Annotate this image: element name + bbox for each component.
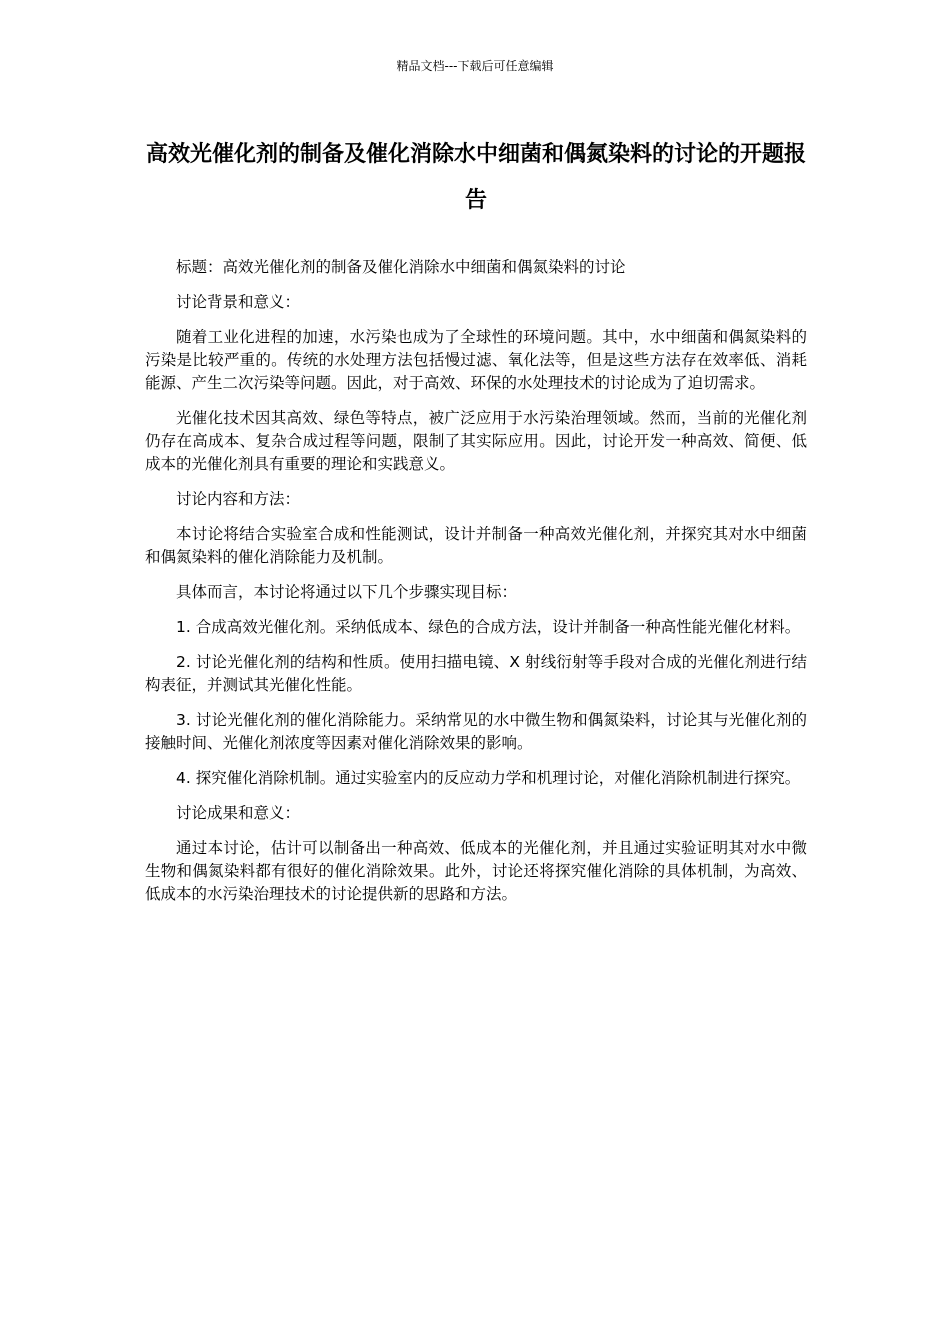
paragraph: 具体而言，本讨论将通过以下几个步骤实现目标：	[176, 583, 518, 601]
paragraph: 随着工业化进程的加速，水污染也成为了全球性的环境问题。其中，水中细菌和偶氮染料的污染是比较严重的。传统的水处理方法包括慢过滤、氧化法等，但是这些方法存在效率低、消耗能源、产生二次污染等问题。因此，对于高效、环保的水处理技术的讨论成为了迫切需求。	[145, 328, 807, 392]
paragraph: 通过本讨论，估计可以制备出一种高效、低成本的光催化剂，并且通过实验证明其对水中微生物和偶氮染料都有很好的催化消除效果。此外，讨论还将探究催化消除的具体机制，为高效、低成本的水污染治理技术的讨论提供新的思路和方法。	[145, 839, 807, 903]
section-heading-background: 讨论背景和意义：	[176, 293, 301, 311]
title-line: 标题：高效光催化剂的制备及催化消除水中细菌和偶氮染料的讨论	[176, 258, 626, 276]
header-note: 精品文档---下载后可任意编辑	[396, 59, 554, 73]
list-item: 2. 讨论光催化剂的结构和性质。使用扫描电镜、X 射线衍射等手段对合成的光催化剂进行结构表征，并测试其光催化性能。	[145, 653, 807, 694]
list-item: 3. 讨论光催化剂的催化消除能力。采纳常见的水中微生物和偶氮染料，讨论其与光催化剂的接触时间、光催化剂浓度等因素对催化消除效果的影响。	[145, 711, 807, 752]
paragraph: 光催化技术因其高效、绿色等特点，被广泛应用于水污染治理领域。然而，当前的光催化剂仍存在高成本、复杂合成过程等问题，限制了其实际应用。因此，讨论开发一种高效、简便、低成本的光催化剂具有重要的理论和实践意义。	[145, 409, 807, 473]
document-body	[145, 256, 807, 918]
paragraph: 本讨论将结合实验室合成和性能测试，设计并制备一种高效光催化剂，并探究其对水中细菌和偶氮染料的催化消除能力及机制。	[145, 525, 807, 566]
list-item: 1. 合成高效光催化剂。采纳低成本、绿色的合成方法，设计并制备一种高性能光催化材料。	[176, 618, 801, 636]
list-item: 4. 探究催化消除机制。通过实验室内的反应动力学和机理讨论，对催化消除机制进行探究。	[176, 769, 801, 787]
section-heading-content-methods: 讨论内容和方法：	[176, 490, 301, 508]
document-title: 高效光催化剂的制备及催化消除水中细菌和偶氮染料的讨论的开题报告	[145, 142, 806, 213]
section-heading-results: 讨论成果和意义：	[176, 804, 301, 822]
